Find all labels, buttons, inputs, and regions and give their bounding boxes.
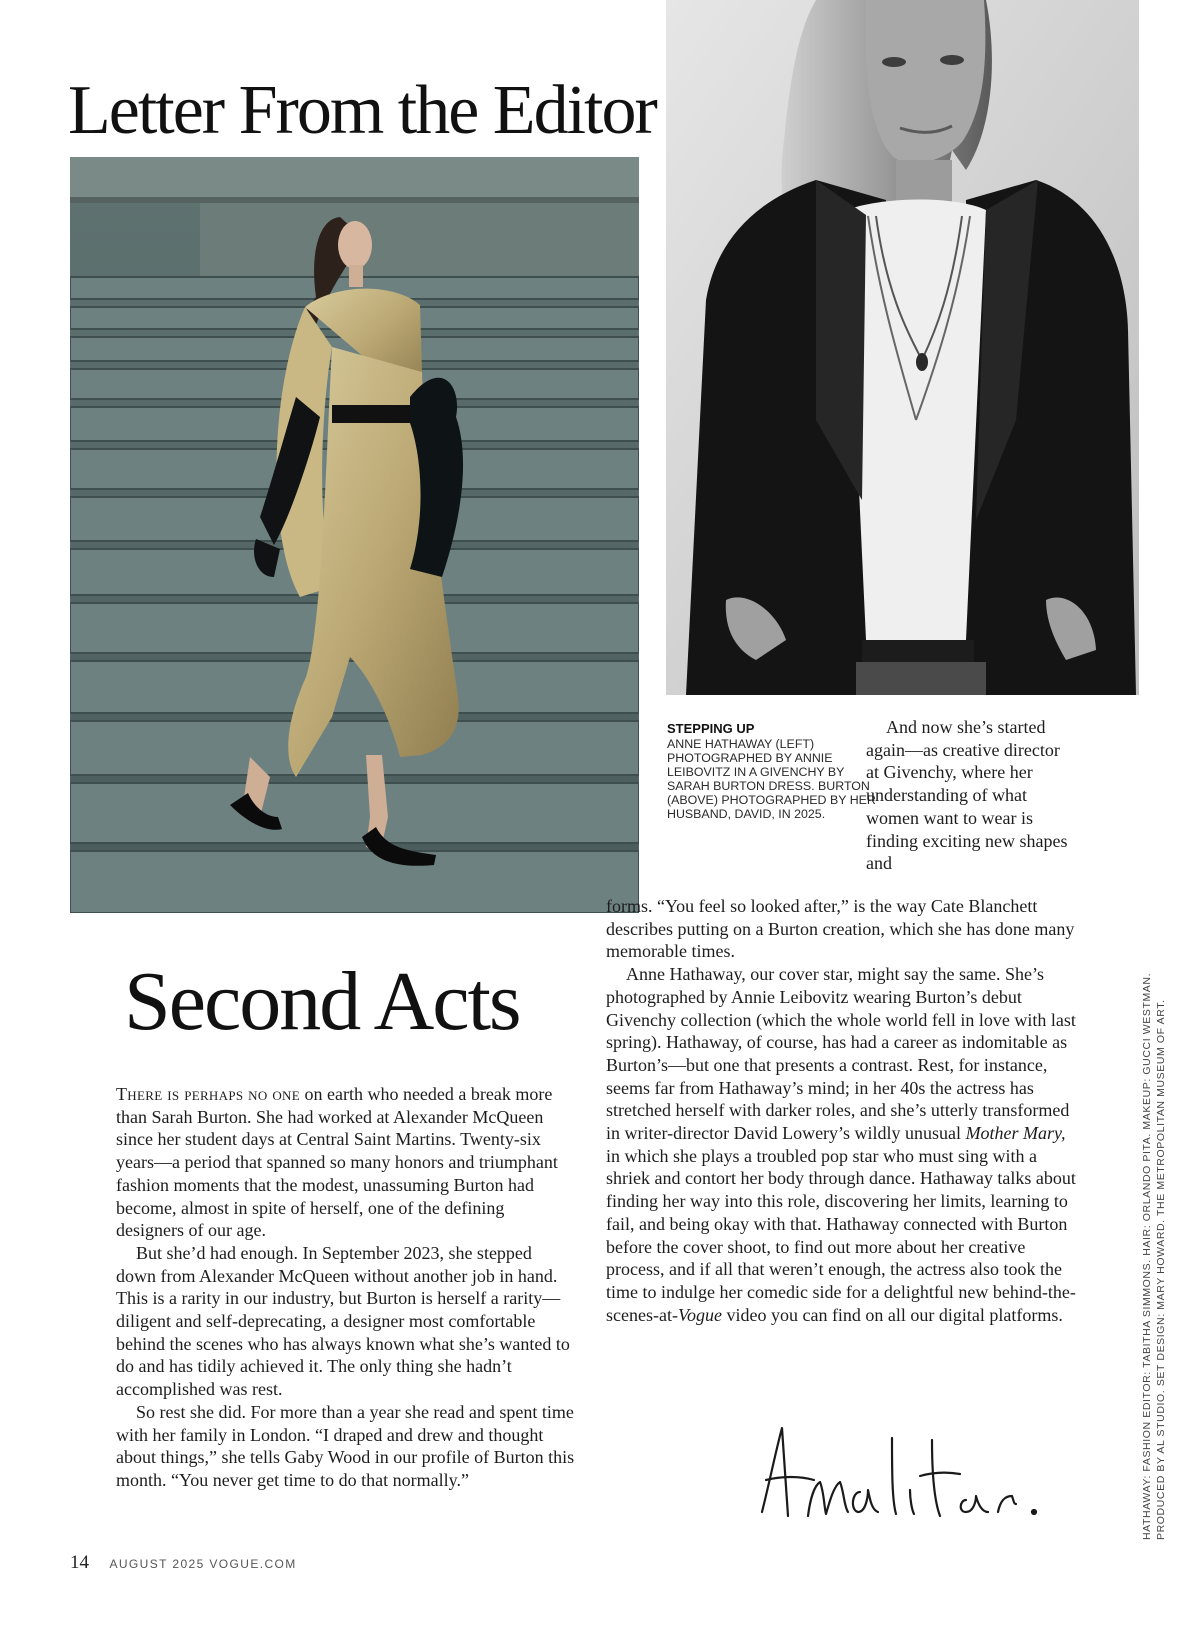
caption-title: STEPPING UP xyxy=(667,721,755,736)
article-column-left xyxy=(116,1083,576,1492)
article-headline: Second Acts xyxy=(124,955,520,1048)
page-title: Letter From the Editor xyxy=(68,72,656,149)
cover-star-photo xyxy=(70,157,639,913)
page-number: 14 xyxy=(70,1552,89,1573)
photo-caption xyxy=(667,722,877,821)
credits-line-2: PRODUCED BY AL STUDIO. SET DESIGN: MARY HOWARD. THE METROPOLITAN MUSEUM OF ART. xyxy=(1155,999,1167,1540)
paragraph-5-part-c: video you can find on all our digital platforms. xyxy=(721,1304,1063,1325)
paragraph-5-part-b: in which she plays a troubled pop star who must sing with a shriek and contort her body through dance. Hathaway talks about finding her way into this role, discovering her limits, learning to fail, and being okay with that. Hathaway connected with Burton before the cover shoot, to find out more about her creative process, and if all that weren’t enough, the actress also took the time to indulge her comedic side for a delightful new behind-the-scenes-at- xyxy=(606,1145,1076,1325)
magazine-name: Vogue xyxy=(677,1304,722,1325)
editor-signature xyxy=(752,1420,1072,1530)
paragraph-3: So rest she did. For more than a year she read and spent time with her family in London. “I draped and drew and thought about things,” she tells Gaby Wood in our profile of Burton this month. “You never get time to do that normally.” xyxy=(116,1401,575,1490)
article-column-right-top xyxy=(866,716,1076,875)
editor-subject-photo xyxy=(666,0,1139,695)
caption-text: ANNE HATHAWAY (LEFT) PHOTOGRAPHED BY ANNIE LEIBOVITZ IN A GIVENCHY BY SARAH BURTON DRESS. BURTON (ABOVE) PHOTOGRAPHED BY HER HUSBAND, DAVID, IN 2025. xyxy=(667,737,876,821)
page-footer xyxy=(70,1552,297,1574)
lead-in: There is perhaps no one xyxy=(116,1084,300,1104)
photo-credits xyxy=(1140,972,1168,1540)
footer-issue-site: AUGUST 2025 VOGUE.COM xyxy=(109,1557,297,1571)
article-column-right-bottom xyxy=(606,895,1076,1326)
paragraph-2: But she’d had enough. In September 2023, she stepped down from Alexander McQueen without another job in hand. This is a rarity in our industry, but Burton is herself a rarity—diligent and self-deprecating, a designer most comfortable behind the scenes who has always known what she’s wanted to do and has tidily achieved it. The only thing she hadn’t accomplished was rest. xyxy=(116,1242,570,1400)
hathaway-photo-illustration xyxy=(70,157,639,913)
paragraph-5 xyxy=(606,963,1076,1326)
paragraph-4-bottom: forms. “You feel so looked after,” is the way Cate Blanchett describes putting on a Burton creation, which she has done many memorable times. xyxy=(606,896,1075,962)
film-title: Mother Mary, xyxy=(965,1123,1066,1144)
credits-line-1: HATHAWAY: FASHION EDITOR: TABITHA SIMMONS. HAIR: ORLANDO PITA. MAKEUP: GUCCI WESTMAN. xyxy=(1141,972,1153,1540)
paragraph-1-text: on earth who needed a break more than Sarah Burton. She had worked at Alexander McQueen since her student days at Central Saint Martins. Twenty-six years—a period that spanned so many honors and triumphant fashion moments that the modest, unassuming Burton had become, almost in spite of herself, one of the defining designers of our age. xyxy=(116,1084,558,1241)
paragraph-4-top: And now she’s started again—as creative director at Givenchy, where her understanding of what women want to wear is finding exciting new shapes and xyxy=(866,717,1068,874)
paragraph-1 xyxy=(116,1083,576,1242)
burton-photo-illustration xyxy=(666,0,1139,695)
paragraph-5-part-a: Anne Hathaway, our cover star, might say the same. She’s photographed by Annie Leibovitz wearing Burton’s debut Givenchy collection (which the whole world fell in love with last spring). Hathaway, of course, has had a career as indomitable as Burton’s—but one that presents a contrast. Rest, for instance, seems far from Hathaway’s mind; in her 40s the actress has stretched herself with darker roles, and she’s utterly transformed in writer-director David Lowery’s wildly unusual xyxy=(606,964,1076,1144)
